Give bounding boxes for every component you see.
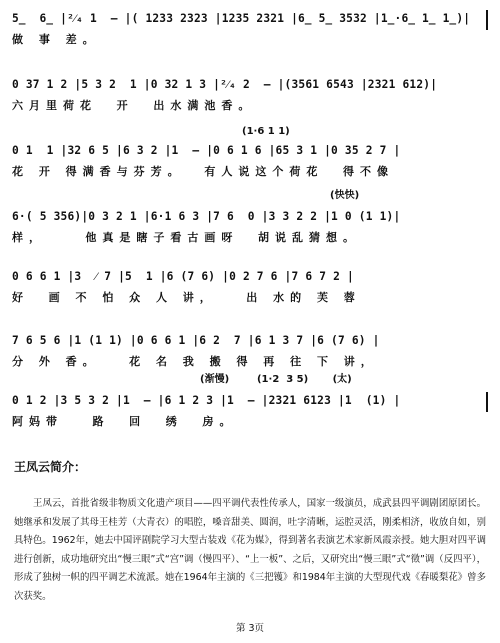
page-number: 第 3页 (235, 623, 265, 634)
notation-line: 0 1 2 |3 5 3 2 |1 – |6 1 2 3 |1 – |2321 6123 |1 (1) | (12, 394, 401, 407)
lyrics-line: 花 开 得满香与芬芳。 有人说这个荷花 得不像 (12, 165, 394, 178)
score-row (12, 332, 490, 374)
profile-body: 王凤云，首批省级非物质文化遗产项目——四平调代表性传承人，国家一级演员，成武县四平调剧团原团长。她继承和发展了其母王桂芳（大青衣）的唱腔，嗓音甜美、圆润，吐字清晰，运腔灵活，刚柔相济，收放自如，别具特色。1962年，她去中国评剧院学习大型古装戏《花为媒》，得到著名表演艺术家新凤霞亲授。她大胆对四平调进行创新，成功地研究出“慢三眼”式“宫”调（慢四平）、“上一板”、之后，又研究出“慢三眼”式“徵”调（反四平），形成了独树一帜的四平调艺术流派。她在1964年主演的《三把镬》和1984年主演的大型现代戏《春暖梨花》曾多次获奖。 (14, 498, 486, 602)
tempo-marking: (快快) (330, 190, 360, 201)
notation-line: 5̲ 6̲ |²⁄₄ 1 – |( 1233 2323 |1235 2321 |6̲ 5̲ 3532 |1̲·6̲ 1̲ 1̲)| (12, 12, 471, 25)
notation-line: 0 1 1 |32 6 5 |6 3 2 |1 – |0 6 1 6 |65 3 1 |0 35 2 7 | (12, 144, 401, 157)
lyrics-line: 做 事 差。 (12, 33, 100, 46)
score-row (12, 374, 490, 434)
score-row (12, 268, 490, 310)
lyrics-line: 阿妈带 路 回 绣 房。 (12, 415, 237, 428)
tempo-marking: (渐慢) (1·2 3 5) (太) (200, 374, 352, 385)
performer-profile (14, 458, 486, 606)
final-bar-line (486, 392, 488, 412)
lyrics-line: 分 外 香。 花 名 我 搬 得 再 往 下 讲， (12, 355, 378, 368)
score-row (12, 126, 490, 184)
lyrics-line: 六月里荷花 开 出水满池香。 (12, 99, 256, 112)
annotation: (1·6 1 1) (242, 126, 290, 137)
notation-line: 6·( 5 356)|0 3 2 1 |6·1 6 3 |7 6 0 |3 3 2 2 |1 0 (1 1)| (12, 210, 401, 223)
notation-line: 0 37 1 2 |5 3 2 1 |0 32 1 3 |²⁄₄ 2 – |(3561 6543 |2321 612)| (12, 78, 438, 91)
notation-line: 0 6 6 1 |3 ⁄ 7 |5 1 |6 (7 6) |0 2 7 6 |7 6 7 2 | (12, 270, 354, 283)
bar-line (486, 10, 488, 30)
score-row (12, 76, 490, 118)
score-row (12, 190, 490, 250)
score-row (12, 10, 490, 52)
notation-line: 7 6 5 6 |1 (1 1) |0 6 6 1 |6 2 7 |6 1 3 7 |6 (7 6) | (12, 334, 380, 347)
lyrics-line: 好 画 不 怕 众 人 讲， 出 水的 芙 蓉 (12, 291, 361, 304)
profile-title: 王凤云简介： (14, 460, 87, 474)
lyrics-line: 样， 他真是瞎子看古画呀 胡说乱猜想。 (12, 231, 360, 244)
